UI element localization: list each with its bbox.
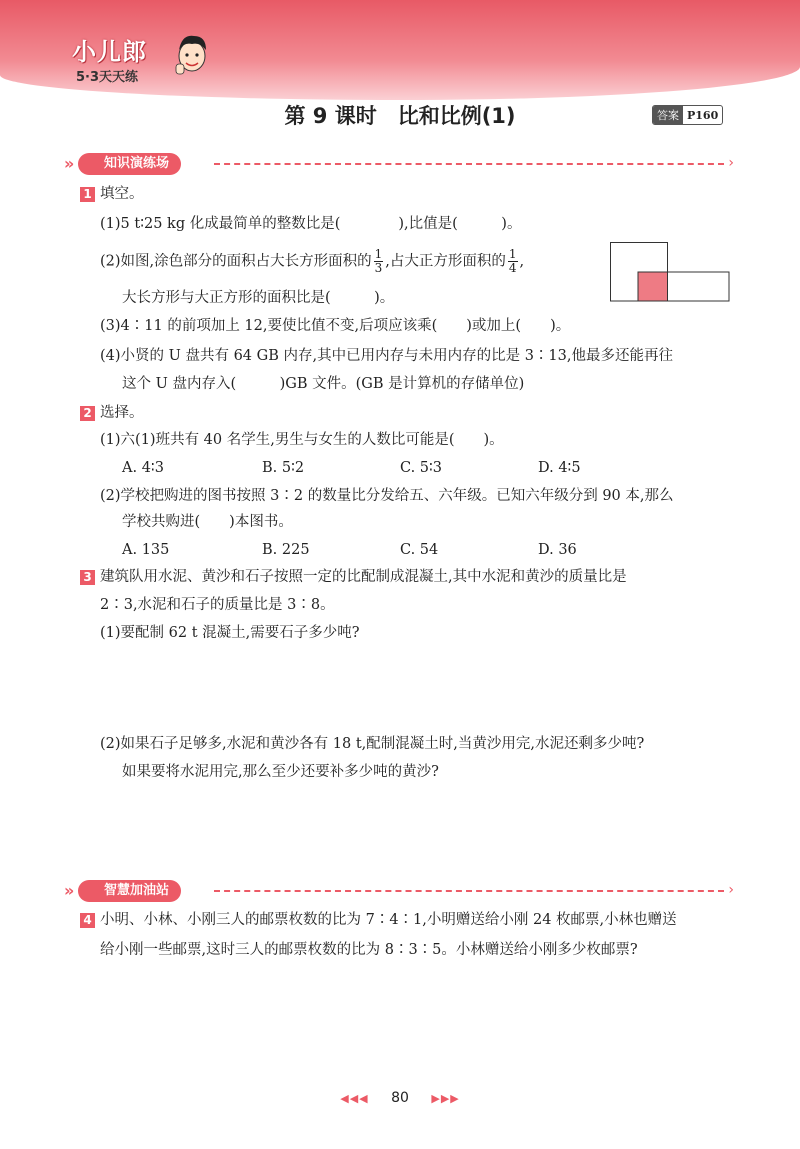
question-text: 给小刚一些邮票,这时三人的邮票枚数的比为 8∶3∶5。小林赠送给小刚多少枚邮票? bbox=[100, 942, 638, 958]
option-c: C. 54 bbox=[400, 542, 439, 558]
question-number: 2 bbox=[80, 406, 95, 421]
series-name: 5·3天天练 bbox=[76, 70, 139, 85]
option-a: A. 4∶3 bbox=[122, 460, 164, 476]
question-text: 这个 U 盘内存入( )GB 文件。(GB 是计算机的存储单位) bbox=[122, 376, 525, 392]
question-text: (3)4∶11 的前项加上 12,要使比值不变,后项应该乘( )或加上( )。 bbox=[100, 318, 571, 334]
question-text: 大长方形与大正方形的面积比是( )。 bbox=[122, 290, 395, 306]
question-text: 学校共购进( )本图书。 bbox=[122, 514, 293, 530]
double-arrow-icon: » bbox=[64, 154, 75, 173]
numerator: 1 bbox=[374, 247, 383, 261]
page-number: 80 bbox=[391, 1090, 409, 1106]
brand-logo bbox=[62, 30, 202, 90]
brand-name: 小儿郎 bbox=[72, 38, 147, 66]
text-segment: , bbox=[519, 253, 525, 270]
question-title: 选择。 bbox=[100, 405, 144, 421]
option-b: B. 5∶2 bbox=[262, 460, 305, 476]
dashed-divider bbox=[214, 163, 724, 165]
option-d: D. 36 bbox=[538, 542, 577, 558]
option-b: B. 225 bbox=[262, 542, 310, 558]
answer-page: P160 bbox=[687, 108, 719, 122]
left-arrows-icon: ◀◀◀ bbox=[340, 1092, 369, 1105]
section-label: 知识演练场 bbox=[78, 153, 181, 175]
section-header-challenge bbox=[64, 880, 734, 902]
fraction bbox=[508, 248, 518, 275]
option-a: A. 135 bbox=[122, 542, 170, 558]
denominator: 3 bbox=[374, 261, 383, 275]
double-arrow-icon: » bbox=[64, 881, 75, 900]
denominator: 4 bbox=[508, 261, 517, 275]
question-text: (2)如果石子足够多,水泥和黄沙各有 18 t,配制混凝土时,当黄沙用完,水泥还剩多少吨? bbox=[100, 736, 645, 752]
question-text: (1)六(1)班共有 40 名学生,男生与女生的人数比可能是( )。 bbox=[100, 432, 504, 448]
text-segment: (2)如图,涂色部分的面积占大长方形面积的 bbox=[100, 253, 372, 270]
page-footer bbox=[0, 1090, 800, 1106]
option-c: C. 5∶3 bbox=[400, 460, 443, 476]
question-number: 1 bbox=[80, 187, 95, 202]
chevron-right-icon: › bbox=[728, 155, 734, 171]
chevron-right-icon: › bbox=[728, 882, 734, 898]
section-header-practice bbox=[64, 153, 734, 175]
shaded-region bbox=[638, 272, 667, 301]
question-title: 填空。 bbox=[100, 186, 144, 202]
question-text: (4)小贤的 U 盘共有 64 GB 内存,其中已用内存与未用内存的比是 3∶13,他最多还能再往 bbox=[100, 348, 673, 364]
question-text bbox=[100, 248, 524, 275]
question-text: (1)5 t∶25 kg 化成最简单的整数比是( ),比值是( )。 bbox=[100, 216, 522, 232]
right-arrows-icon: ▶▶▶ bbox=[431, 1092, 460, 1105]
question-number: 3 bbox=[80, 570, 95, 585]
answer-reference bbox=[652, 105, 723, 125]
question-number: 4 bbox=[80, 913, 95, 928]
question-text: (2)学校把购进的图书按照 3∶2 的数量比分发给五、六年级。已知六年级分到 90 本,那么 bbox=[100, 488, 674, 504]
rectangle-square-figure bbox=[610, 242, 730, 302]
page-title: 第 9 课时 比和比例(1) bbox=[284, 104, 516, 128]
question-text: 如果要将水泥用完,那么至少还要补多少吨的黄沙? bbox=[122, 764, 439, 780]
question-text: 2∶3,水泥和石子的质量比是 3∶8。 bbox=[100, 597, 335, 613]
answer-label: 答案 bbox=[653, 106, 683, 124]
question-text: (1)要配制 62 t 混凝土,需要石子多少吨? bbox=[100, 625, 360, 641]
numerator: 1 bbox=[508, 247, 517, 261]
dashed-divider bbox=[214, 890, 724, 892]
text-segment: ,占大正方形面积的 bbox=[385, 253, 506, 270]
section-label: 智慧加油站 bbox=[78, 880, 181, 902]
option-d: D. 4∶5 bbox=[538, 460, 581, 476]
mascot-icon bbox=[172, 30, 212, 78]
question-text: 小明、小林、小刚三人的邮票枚数的比为 7∶4∶1,小明赠送给小刚 24 枚邮票,小林也赠送 bbox=[100, 912, 677, 928]
fraction bbox=[374, 248, 384, 275]
question-text: 建筑队用水泥、黄沙和石子按照一定的比配制成混凝土,其中水泥和黄沙的质量比是 bbox=[100, 569, 627, 585]
